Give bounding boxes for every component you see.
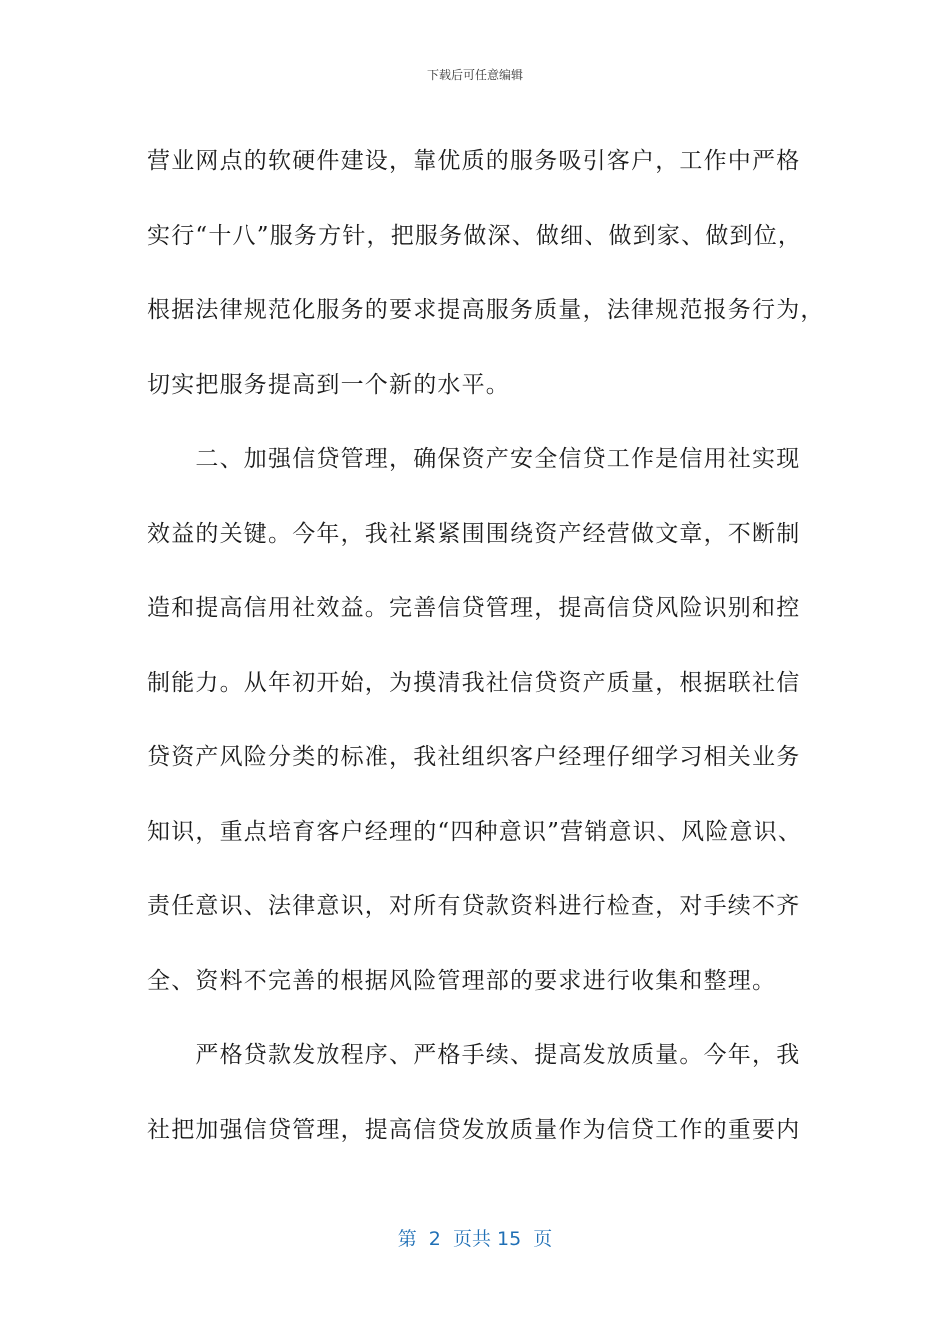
text-line: 造和提高信用社效益。完善信贷管理，提高信贷风险识别和控 xyxy=(147,595,801,621)
text-line: 切实把服务提高到一个新的水平。 xyxy=(147,371,510,398)
text-line: 二、加强信贷管理，确保资产安全信贷工作是信用社实现 xyxy=(147,446,801,472)
paragraph-2 xyxy=(147,422,817,1018)
text-line: 营业网点的软硬件建设，靠优质的服务吸引客户，工作中严格 xyxy=(147,148,801,174)
text-line: 全、资料不完善的根据风险管理部的要求进行收集和整理。 xyxy=(147,967,777,994)
text-line: 社把加强信贷管理，提高信贷发放质量作为信贷工作的重要内 xyxy=(147,1116,801,1143)
document-body xyxy=(147,124,825,1167)
header-note: 下载后可任意编辑 xyxy=(426,68,523,82)
text-line: 制能力。从年初开始，为摸清我社信贷资产质量，根据联社信 xyxy=(147,669,801,696)
page-footer: 第 2 页共 15 页 xyxy=(397,1228,553,1250)
text-line: 严格贷款发放程序、严格手续、提高发放质量。今年，我 xyxy=(147,1042,801,1068)
paragraph-3 xyxy=(147,1018,817,1167)
text-line: 贷资产风险分类的标准，我社组织客户经理仔细学习相关业务 xyxy=(147,744,801,770)
text-line: 责任意识、法律意识，对所有贷款资料进行检查，对手续不齐 xyxy=(147,893,801,919)
paragraph-1 xyxy=(147,124,825,422)
text-line: 效益的关键。今年，我社紧紧围围绕资产经营做文章，不断制 xyxy=(147,520,801,547)
text-line: 实行“十八”服务方针，把服务做深、做细、做到家、做到位， xyxy=(147,222,803,249)
text-line: 知识，重点培育客户经理的“四种意识”营销意识、风险意识、 xyxy=(147,818,803,845)
text-line: 根据法律规范化服务的要求提高服务质量，法律规范报务行为， xyxy=(147,297,825,323)
